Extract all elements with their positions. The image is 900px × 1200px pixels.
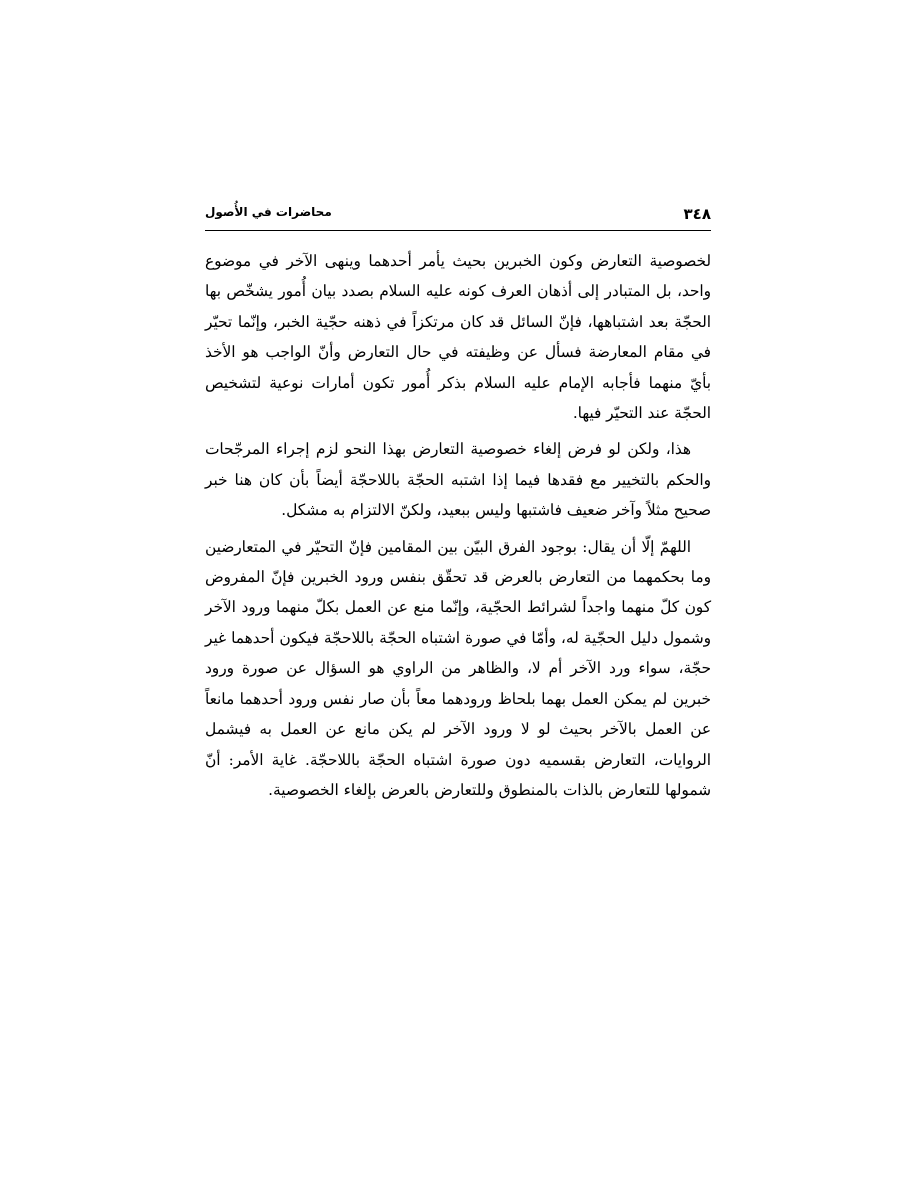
running-title: محاضرات في الأُصول [205, 205, 332, 219]
body-text [205, 246, 711, 811]
paragraph: هذا، ولكن لو فرض إلغاء خصوصية التعارض بهذا النحو لزم إجراء المرجّحات والحكم بالتخيير مع فقدها فيما إذا اشتبه الحجّة باللاحجّة أيضاً بأن كان هنا خبر صحيح مثلاً وآخر ضعيف فاشتبها وليس ببعيد، ولكنّ الالتزام به مشكل. [205, 440, 711, 520]
page-number: ٣٤٨ [683, 205, 711, 223]
paragraph: لخصوصية التعارض وكون الخبرين بحيث يأمر أحدهما وينهى الآخر في موضوع واحد، بل المتبادر إلى أذهان العرف كونه عليه السلام بصدد بيان أُمور يشخّص بها الحجّة بعد اشتباهها، فإنّ السائل قد كان مرتكزاً في ذهنه حجّية الخبر، وإنّما تحيّر في مقام المعارضة فسأل عن وظيفته في حال التعارض وأنّ الواجب هو الأخذ بأيّ منهما فأجابه الإمام عليه السلام بذكر أُمور تكون أمارات نوعية لتشخيص الحجّة عند التحيّر فيها. [205, 252, 711, 423]
paragraph: اللهمّ إلّا أن يقال: بوجود الفرق البيّن بين المقامين فإنّ التحيّر في المتعارضين وما بحكمهما من التعارض بالعرض قد تحقّق بنفس ورود الخبرين فإنّ المفروض كون كلّ منهما واجداً لشرائط الحجّية، وإنّما منع عن العمل بكلّ منهما ورود الآخر وشمول دليل الحجّية له، وأمّا في صورة اشتباه الحجّة باللاحجّة فيكون أحدهما غير حجّة، سواء ورد الآخر أم لا، والظاهر من الراوي هو السؤال عن صورة ورود خبرين لم يمكن العمل بهما بلحاظ ورودهما معاً بأن صار نفس ورود أحدهما مانعاً عن العمل بالآخر بحيث لو لا ورود الآخر لم يكن مانع عن العمل به فيشمل الروايات، التعارض بقسميه دون صورة اشتباه الحجّة باللاحجّة. غاية الأمر: أنّ شمولها للتعارض بالذات بالمنطوق وللتعارض بالعرض بإلغاء الخصوصية. [205, 537, 711, 799]
header-divider [205, 230, 711, 231]
page-header [205, 205, 711, 229]
